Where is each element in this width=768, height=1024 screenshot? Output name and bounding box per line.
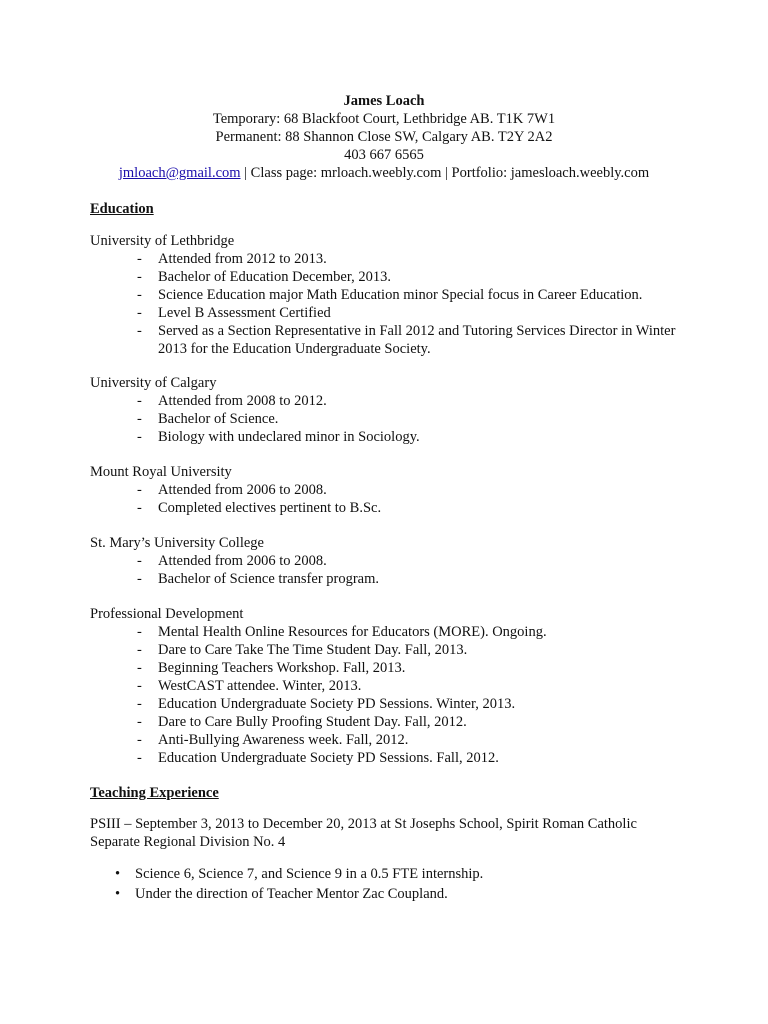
list-item: - WestCAST attendee. Winter, 2013.: [137, 678, 362, 694]
list-item: - Attended from 2008 to 2012.: [137, 393, 327, 409]
institution-lethbridge: [90, 232, 730, 358]
list-item: • Under the direction of Teacher Mentor Zac Coupland.: [115, 886, 448, 902]
class-portfolio-links: | Class page: mrloach.weebly.com | Portfolio: jamesloach.weebly.com: [240, 165, 650, 181]
list-item: - Mental Health Online Resources for Educators (MORE). Ongoing.: [137, 624, 547, 640]
list-item: - Bachelor of Science.: [137, 411, 279, 427]
list-item: - Bachelor of Education December, 2013.: [137, 269, 391, 285]
list-item: - Dare to Care Take The Time Student Day. Fall, 2013.: [137, 642, 468, 658]
teaching-bullets: [90, 864, 690, 904]
list-item: - Attended from 2012 to 2013.: [137, 251, 327, 267]
applicant-name: James Loach: [343, 93, 425, 109]
institution-name: University of Lethbridge: [90, 233, 235, 249]
institution-name: Mount Royal University: [90, 464, 232, 480]
list-item: • Science 6, Science 7, and Science 9 in a 0.5 FTE internship.: [115, 866, 484, 882]
education-heading: Education: [90, 201, 154, 217]
list-item: - Served as a Section Representative in Fall 2012 and Tutoring Services Director in Winter 2013 for the Education Undergraduate Society.: [137, 323, 676, 357]
list-item: - Anti-Bullying Awareness week. Fall, 2012.: [137, 732, 409, 748]
list-item: - Attended from 2006 to 2008.: [137, 482, 327, 498]
institution-mount-royal: [90, 463, 730, 517]
institution-name: University of Calgary: [90, 375, 217, 391]
contact-links: [0, 164, 768, 182]
professional-development: [90, 605, 730, 767]
list-item: - Biology with undeclared minor in Sociology.: [137, 429, 420, 445]
permanent-address: Permanent: 88 Shannon Close SW, Calgary AB. T2Y 2A2: [215, 129, 553, 145]
list-item: - Dare to Care Bully Proofing Student Day. Fall, 2012.: [137, 714, 467, 730]
institution-st-marys: [90, 534, 730, 588]
resume-header: [0, 92, 768, 182]
list-item: - Attended from 2006 to 2008.: [137, 553, 327, 569]
temporary-address: Temporary: 68 Blackfoot Court, Lethbridge AB. T1K 7W1: [212, 111, 556, 127]
list-item: - Level B Assessment Certified: [137, 305, 331, 321]
psiii-description: PSIII – September 3, 2013 to December 20, 2013 at St Josephs School, Spirit Roman Catholic Separate Regional Division No. 4: [90, 816, 637, 850]
email-link[interactable]: jmloach@gmail.com: [118, 165, 241, 181]
list-item: - Beginning Teachers Workshop. Fall, 2013.: [137, 660, 406, 676]
list-item: - Bachelor of Science transfer program.: [137, 571, 380, 587]
list-item: - Education Undergraduate Society PD Sessions. Fall, 2012.: [137, 750, 499, 766]
institution-name: St. Mary’s University College: [90, 535, 264, 551]
institution-calgary: [90, 374, 730, 446]
institution-name: Professional Development: [90, 606, 244, 622]
list-item: - Completed electives pertinent to B.Sc.: [137, 500, 382, 516]
teaching-experience-heading: Teaching Experience: [90, 785, 219, 801]
list-item: - Education Undergraduate Society PD Sessions. Winter, 2013.: [137, 696, 516, 712]
phone-number: 403 667 6565: [344, 147, 424, 163]
list-item: - Science Education major Math Education minor Special focus in Career Education.: [137, 287, 643, 303]
